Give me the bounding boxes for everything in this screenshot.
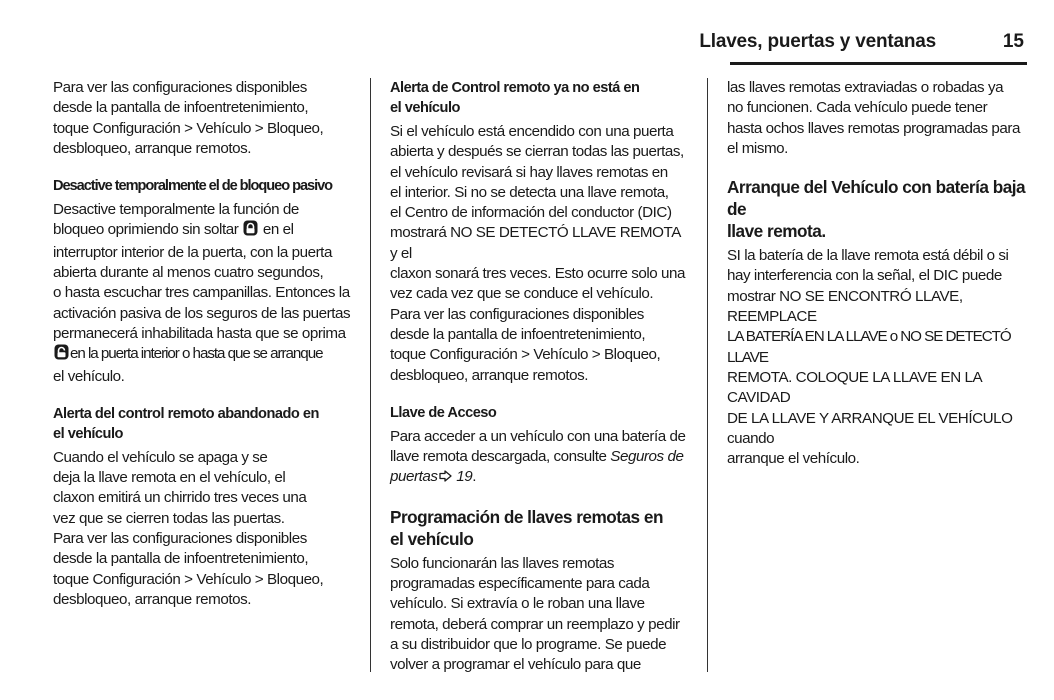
text-line: el vehículo revisará si hay llaves remotas en [390, 163, 668, 181]
section-title: Llaves, puertas y ventanas [699, 31, 936, 52]
text-line: Para ver las configuraciones disponibles [53, 79, 307, 96]
intro-paragraph [53, 78, 353, 159]
heading-abandoned-remote [53, 404, 353, 444]
access-paragraph [390, 427, 690, 489]
column-2 [390, 78, 690, 676]
text-line: abierta durante al menos cuatro segundos, [53, 264, 324, 282]
text-line: DE LA LLAVE Y ARRANQUE EL VEHÍCULO cuando [727, 409, 1013, 447]
text-line: REMOTA. COLOQUE LA LLAVE EN LA CAVIDAD [727, 368, 982, 407]
page-number: 15 [1002, 31, 1024, 52]
text-line: vez cada vez que se conduce el vehículo. [390, 285, 654, 303]
text-line: remota, deberá comprar un reemplazo y pedir [390, 615, 680, 633]
door-locks-reference-link[interactable]: puertas [390, 468, 438, 486]
text-line: el interior. Si no se detecta una llave remota, [390, 183, 669, 201]
heading-line: el vehículo [53, 425, 123, 442]
low-battery-paragraph [727, 246, 1027, 469]
column-divider [370, 78, 371, 672]
programming-paragraph [390, 554, 690, 676]
text-line: Para acceder a un vehículo con una batería de [390, 427, 686, 445]
text-line: hay interferencia con la señal, el DIC puede [727, 267, 1002, 285]
text-line: las llaves remotas extraviadas o robadas ya [727, 79, 1004, 96]
heading-access-key: Llave de Acceso [390, 404, 497, 421]
text-line: el vehículo. [53, 367, 125, 385]
heading-low-battery-start [727, 176, 1027, 242]
heading-line: el vehículo [390, 100, 460, 116]
heading-remote-no-longer-in-vehicle [390, 78, 690, 118]
text-line: hasta ochos llaves remotas programadas para [727, 119, 1021, 137]
column-3 [727, 78, 1027, 469]
header-rule [730, 62, 1027, 65]
text-line: o hasta escuchar tres campanillas. Entonces la [53, 284, 350, 302]
heading-programming-remotes [390, 506, 690, 550]
text-line: mostrar NO SE ENCONTRÓ LLAVE, REEMPLACE [727, 287, 963, 326]
text-line: desbloqueo, arranque remotos. [53, 590, 252, 608]
text-line: programadas específicamente para cada [390, 575, 650, 593]
text-line: claxon sonará tres veces. Esto ocurre solo una [390, 265, 686, 283]
text-line: a su distribuidor que lo programe. Se puede [390, 635, 667, 653]
text-line: desbloqueo, arranque remotos. [390, 366, 589, 384]
no-longer-paragraph [390, 122, 690, 386]
text-line: toque Configuración > Vehículo > Bloqueo, [390, 346, 661, 364]
text-line: toque Configuración > Vehículo > Bloqueo, [53, 570, 324, 588]
text-line: desbloqueo, arranque remotos. [53, 139, 252, 157]
text-line: Para ver las configuraciones disponibles [53, 530, 307, 548]
text-line: LA BATERÍA EN LA LLAVE o NO SE DETECTÓ LLAVE [727, 328, 1011, 366]
text-punctuation: . [472, 468, 477, 486]
text-line: bloqueo oprimiendo sin soltar [53, 221, 239, 239]
text-line: mostrará NO SE DETECTÓ LLAVE REMOTA y el [390, 224, 681, 262]
heading-line: Programación de llaves remotas en [390, 506, 663, 527]
text-line: toque Configuración > Vehículo > Bloqueo, [53, 119, 324, 137]
continuation-paragraph [727, 78, 1027, 159]
text-line: no funcionen. Cada vehículo puede tener [727, 99, 988, 117]
text-line: deja la llave remota en el vehículo, el [53, 469, 286, 487]
text-line: desde la pantalla de infoentretenimiento, [53, 99, 309, 117]
text-line: en el [262, 221, 294, 239]
text-line: vez que se cierren todas las puertas. [53, 509, 285, 527]
text-line: Cuando el vehículo se apaga y se [53, 448, 268, 466]
text-line: activación pasiva de los seguros de las puertas [53, 304, 351, 322]
heading-line: Alerta de Control remoto ya no está en [390, 80, 640, 96]
text-line: vehículo. Si extravía o le roban una llave [390, 595, 645, 613]
text-line: desde la pantalla de infoentretenimiento, [390, 325, 646, 343]
text-line: desde la pantalla de infoentretenimiento, [53, 550, 309, 568]
text-line: Para ver las configuraciones disponibles [390, 305, 644, 323]
heading-line: llave remota. [727, 221, 826, 242]
column-divider [707, 78, 708, 672]
text-line: volver a programar el vehículo para que [390, 656, 641, 674]
heading-disable-passive-lock: Desactive temporalmente el de bloqueo pasivo [53, 178, 333, 195]
text-line: interruptor interior de la puerta, con la puerta [53, 243, 332, 261]
text-line: llave remota descargada, consulte [390, 448, 607, 466]
text-line: claxon emitirá un chirrido tres veces una [53, 489, 307, 507]
text-line: Solo funcionarán las llaves remotas [390, 554, 615, 572]
text-line: Desactive temporalmente la función de [53, 201, 299, 219]
unlock-icon [54, 344, 69, 366]
heading-line: el vehículo [390, 528, 474, 549]
reference-page-number[interactable]: 19 [456, 468, 473, 486]
reference-arrow-icon [439, 468, 452, 488]
door-locks-reference-link[interactable]: Seguros de [610, 448, 684, 466]
abandoned-paragraph [53, 448, 353, 610]
column-1 [53, 78, 353, 610]
text-line: el Centro de información del conductor (DIC) [390, 204, 672, 222]
text-line: en la puerta interior o hasta que se arranque [70, 345, 323, 363]
text-line: arranque el vehículo. [727, 450, 860, 468]
text-line: SI la batería de la llave remota está débil o si [727, 247, 1009, 265]
heading-line: Arranque del Vehículo con batería baja de [727, 177, 1026, 220]
text-line: abierta y después se cierran todas las puertas, [390, 143, 684, 161]
lock-icon [243, 220, 258, 242]
text-line: el mismo. [727, 139, 788, 157]
text-line: permanecerá inhabilitada hasta que se oprima [53, 324, 346, 342]
heading-line: Alerta del control remoto abandonado en [53, 405, 319, 422]
text-line: Si el vehículo está encendido con una puerta [390, 123, 674, 140]
disable-paragraph [53, 200, 353, 387]
